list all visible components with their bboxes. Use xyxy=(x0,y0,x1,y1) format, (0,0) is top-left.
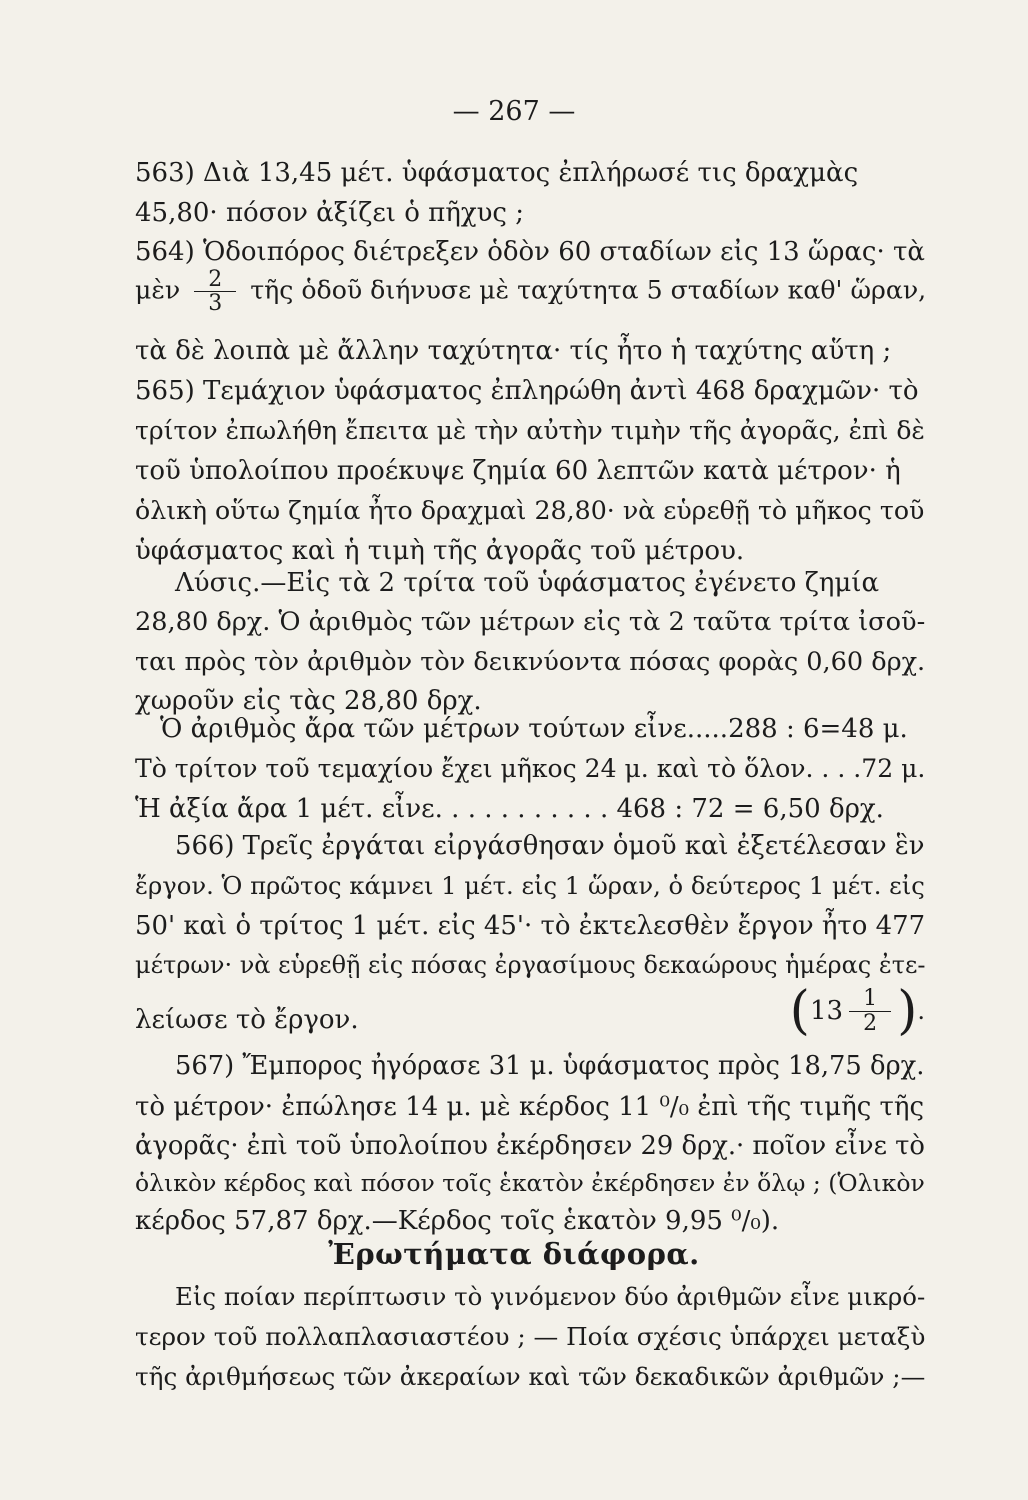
problem-566-line-4: μέτρων· νὰ εὑρεθῇ εἰς πόσας ἐργασίμους δεκαώρους ἡμέρας ἐτε- xyxy=(135,951,926,979)
solution-line-6: Τὸ τρίτον τοῦ τεμαχίου ἔχει μῆκος 24 μ. καὶ τὸ ὅλον. . . .72 μ. xyxy=(135,754,926,783)
problem-563-line-1: 563) Διὰ 13,45 μέτ. ὑφάσματος ἐπλήρωσέ τις δραχμὰς xyxy=(135,158,859,188)
problem-567-line-1: 567) Ἔμπορος ἠγόρασε 31 μ. ὑφάσματος πρὸς 18,75 δρχ. xyxy=(175,1051,925,1081)
close-paren: ) xyxy=(897,981,918,1041)
solution-line-7: Ἡ ἀξία ἄρα 1 μέτ. εἶνε. . . . . . . . . . . 468 : 72 = 6,50 δρχ. xyxy=(135,794,884,824)
problem-565-line-4: ὁλικὴ οὕτω ζημία ἦτο δραχμαὶ 28,80· νὰ εὑρεθῇ τὸ μῆκος τοῦ xyxy=(135,496,925,525)
problem-564-line-3: τὰ δὲ λοιπὰ μὲ ἄλλην ταχύτητα· τίς ἦτο ἡ ταχύτης αὕτη ; xyxy=(135,336,892,366)
problem-567-line-5: κέρδος 57,87 δρχ.—Κέρδος τοῖς ἑκατὸν 9,95 ⁰/₀). xyxy=(135,1206,780,1236)
problem-565-line-1: 565) Τεμάχιον ὑφάσματος ἐπληρώθη ἀντὶ 468 δραχμῶν· τὸ xyxy=(135,376,919,406)
fraction-denominator: 3 xyxy=(208,291,223,317)
problem-566-line-2: ἔργον. Ὁ πρῶτος κάμνει 1 μέτ. εἰς 1 ὥραν, ὁ δεύτερος 1 μέτ. εἰς xyxy=(135,871,925,900)
problem-565-line-2: τρίτον ἐπωλήθη ἔπειτα μὲ τὴν αὐτὴν τιμὴν τῆς ἀγορᾶς, ἐπὶ δὲ xyxy=(135,416,925,445)
fraction-denominator: 2 xyxy=(863,1010,878,1036)
problem-567-line-3: ἀγορᾶς· ἐπὶ τοῦ ὑπολοίπου ἐκέρδησεν 29 δρχ.· ποῖον εἶνε τὸ xyxy=(135,1131,925,1161)
page-number: — 267 — xyxy=(452,96,576,127)
problem-565-line-5: ὑφάσματος καὶ ἡ τιμὴ τῆς ἀγορᾶς τοῦ μέτρου. xyxy=(135,536,745,566)
problem-567-line-4: ὁλικὸν κέρδος καὶ πόσον τοῖς ἑκατὸν ἐκέρδησεν ἐν ὅλῳ ; (Ὁλικὸν xyxy=(135,1169,925,1197)
fraction-two-thirds xyxy=(194,268,236,315)
solution-line-2: 28,80 δρχ. Ὁ ἀριθμὸς τῶν μέτρων εἰς τὰ 2 ταῦτα τρίτα ἰσοῦ- xyxy=(135,607,926,637)
solution-line-4: χωροῦν εἰς τὰς 28,80 δρχ. xyxy=(135,686,482,716)
problem-566-line-5 xyxy=(135,981,925,1041)
questions-line-2: τερον τοῦ πολλαπλασιαστέου ; — Ποία σχέσις ὑπάρχει μεταξὺ xyxy=(135,1322,926,1351)
open-paren: ( xyxy=(789,981,810,1041)
answer-566 xyxy=(789,981,925,1041)
text-segment: μὲν xyxy=(135,275,181,305)
problem-567-line-2: τὸ μέτρον· ἐπώλησε 14 μ. μὲ κέρδος 11 ⁰/₀ ἐπὶ τῆς τιμῆς τῆς xyxy=(135,1092,925,1122)
problem-564-line-2 xyxy=(135,268,925,315)
answer-fraction xyxy=(849,987,891,1034)
text-segment: τῆς ὁδοῦ διήνυσε μὲ ταχύτητα 5 σταδίων καθ' ὥραν, xyxy=(250,275,927,305)
problem-566-line-3: 50' καὶ ὁ τρίτος 1 μέτ. εἰς 45'· τὸ ἐκτελεσθὲν ἔργον ἦτο 477 xyxy=(135,911,926,941)
questions-line-3: τῆς ἀριθμήσεως τῶν ἀκεραίων καὶ τῶν δεκαδικῶν ἀριθμῶν ;— xyxy=(135,1362,926,1391)
problem-563-line-2: 45,80· πόσον ἀξίζει ὁ πῆχυς ; xyxy=(135,198,524,228)
questions-line-1: Εἰς ποίαν περίπτωσιν τὸ γινόμενον δύο ἀριθμῶν εἶνε μικρό- xyxy=(175,1282,926,1311)
solution-line-5: Ὁ ἀριθμὸς ἄρα τῶν μέτρων τούτων εἶνε.....288 : 6=48 μ. xyxy=(160,714,908,744)
text-segment: λείωσε τὸ ἔργον. xyxy=(135,1005,359,1035)
period: . xyxy=(917,997,925,1025)
problem-564-line-1: 564) Ὁδοιπόρος διέτρεξεν ὁδὸν 60 σταδίων εἰς 13 ὥρας· τὰ xyxy=(135,237,925,267)
solution-line-1: Λύσις.—Εἰς τὰ 2 τρίτα τοῦ ὑφάσματος ἐγένετο ζημία xyxy=(175,568,880,598)
solution-line-3: ται πρὸς τὸν ἀριθμὸν τὸν δεικνύοντα πόσας φορὰς 0,60 δρχ. xyxy=(135,647,926,677)
fraction-numerator: 1 xyxy=(849,987,891,1011)
problem-566-line-1: 566) Τρεῖς ἐργάται εἰργάσθησαν ὁμοῦ καὶ ἐξετέλεσαν ἓν xyxy=(175,831,925,861)
fraction-numerator: 2 xyxy=(194,268,236,292)
section-heading: Ἐρωτήματα διάφορα. xyxy=(328,1237,700,1271)
problem-565-line-3: τοῦ ὑπολοίπου προέκυψε ζημία 60 λεπτῶν κατὰ μέτρον· ἡ xyxy=(135,456,901,486)
answer-whole: 13 xyxy=(809,996,844,1026)
